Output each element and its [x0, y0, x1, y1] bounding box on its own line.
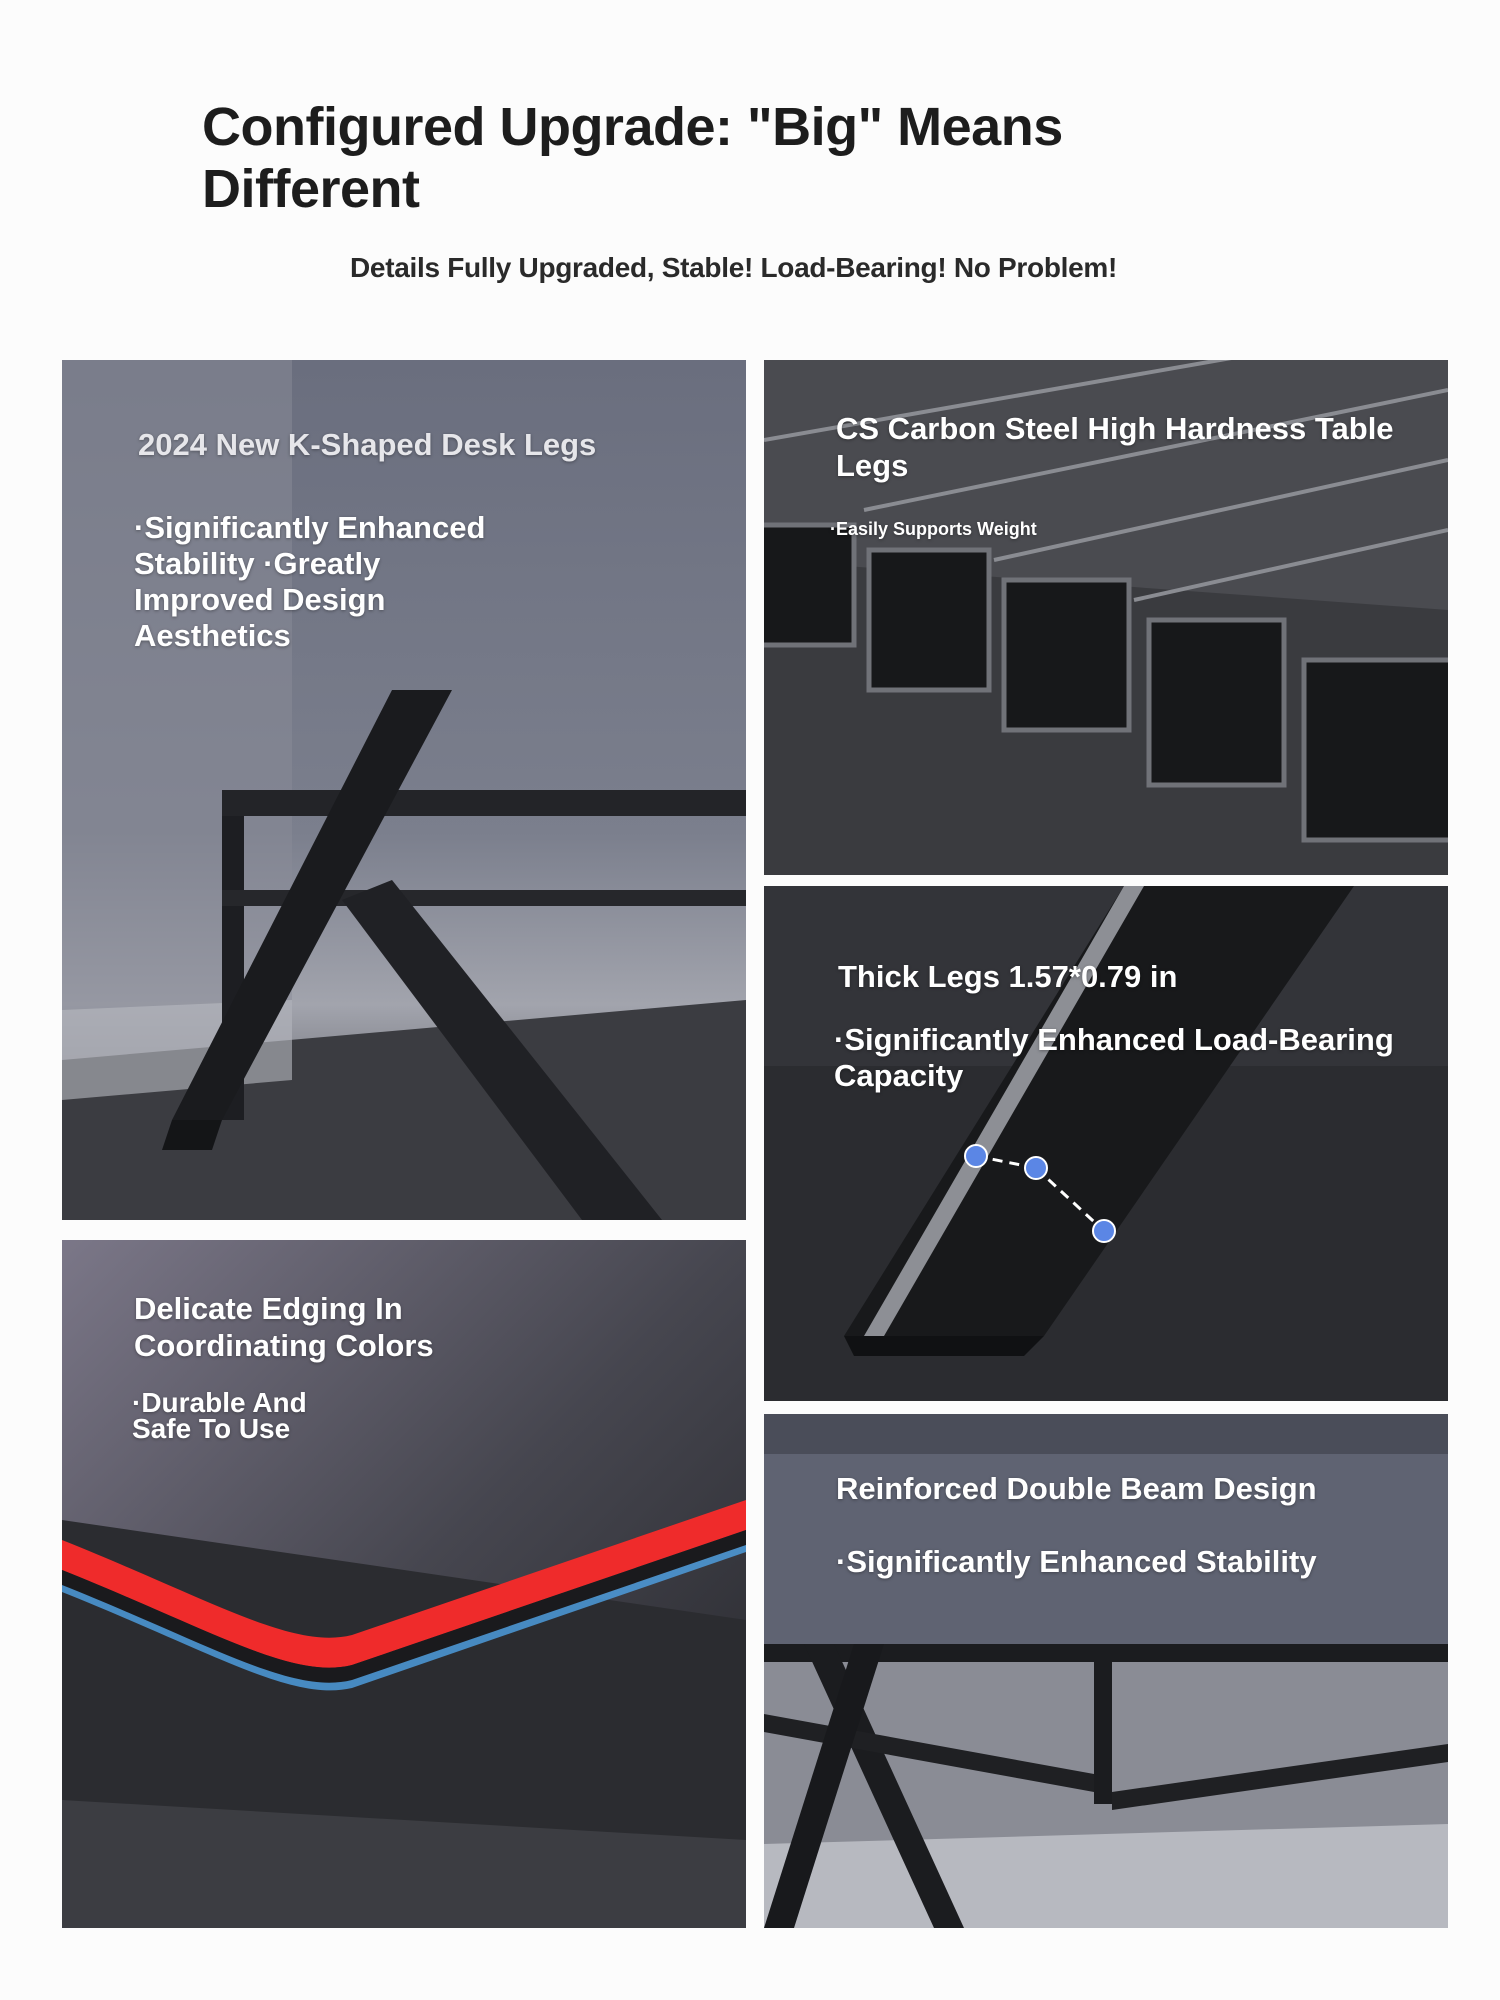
double-beam-body: ·Significantly Enhanced Stability — [836, 1544, 1317, 1579]
k-legs-title: 2024 New K-Shaped Desk Legs — [138, 427, 597, 462]
thick-legs-title: Thick Legs 1.57*0.79 in — [838, 959, 1178, 994]
page-title: Configured Upgrade: "Big" Means Different — [202, 97, 1063, 219]
edging-body: ·Durable And Safe To Use — [132, 1387, 307, 1444]
carbon-steel-title: CS Carbon Steel High Hardness Table Legs — [836, 411, 1394, 483]
panel-k-shaped-legs — [62, 360, 746, 1220]
marker-dot-left — [965, 1145, 987, 1167]
panel-edging — [62, 1240, 746, 1928]
carbon-steel-body: ·Easily Supports Weight — [830, 519, 1037, 539]
page-subtitle: Details Fully Upgraded, Stable! Load-Bearing! No Problem! — [350, 252, 1117, 283]
panel-carbon-steel — [764, 360, 1448, 875]
k-legs-body: ·Significantly Enhanced Stability ·Greatly Improved Design Aesthetics — [134, 510, 486, 653]
edging-title: Delicate Edging In Coordinating Colors — [134, 1291, 434, 1363]
marker-dot-right — [1093, 1220, 1115, 1242]
double-beam-title: Reinforced Double Beam Design — [836, 1471, 1317, 1506]
dimension-markers — [964, 1126, 1144, 1246]
marker-dot-center — [1025, 1157, 1047, 1179]
panel-double-beam — [764, 1414, 1448, 1928]
panel-thick-legs — [764, 886, 1448, 1401]
k-legs-photo — [62, 360, 746, 1220]
thick-legs-body: ·Significantly Enhanced Load-Bearing Capacity — [834, 1022, 1394, 1093]
